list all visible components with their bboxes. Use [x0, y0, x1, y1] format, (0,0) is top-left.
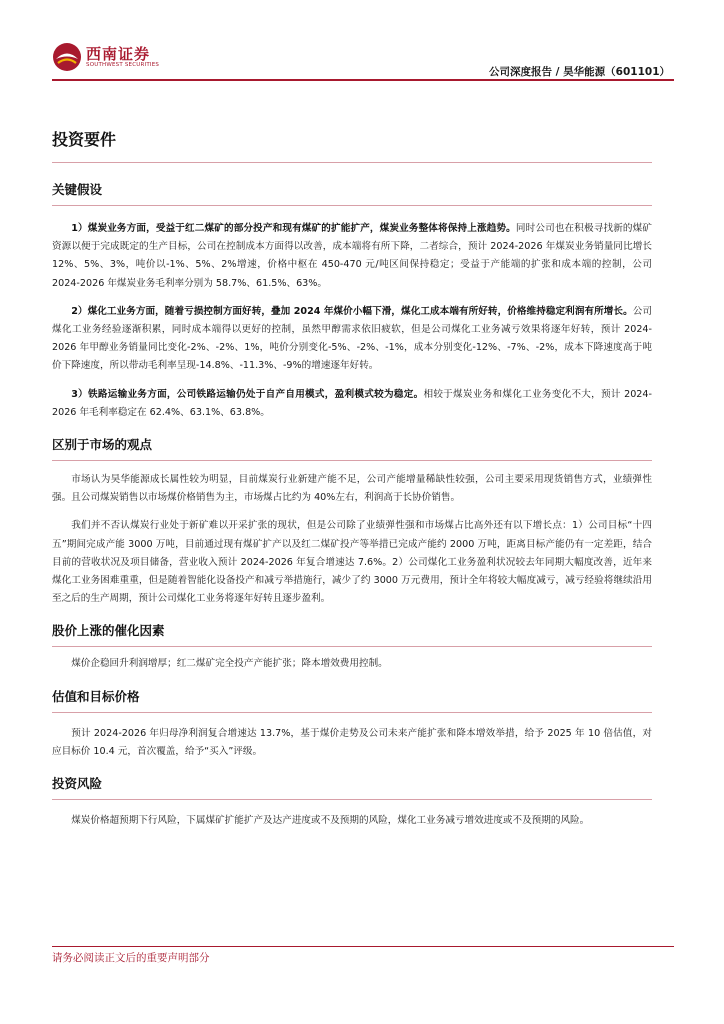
market-view-paragraph-2: 我们并不否认煤炭行业处于新矿难以开采扩张的现状，但是公司除了业绩弹性强和市场煤占比高外还有以下增长点：1）公司目标“十四五”期间完成产能 3000 万吨，目前通过现有煤矿扩产以及红二煤矿投产等举措已完成产能约 2000 万吨，距离目标产能仍有一定差距，结合目前的营收状况及项目储备，营业收入预计 2024-2026 年复合增速达 7.6%。2）公司煤化工业务盈利状况较去年同期大幅度改善，近年来煤化工业务困难重重，但是随着智能化设备投产和减亏举措施行，减少了约 3000 万元费用，预计全年将较大幅度减亏，减亏经验将继续沿用至之后的生产周期，预计公司煤化工业务将逐年好转且逐步盈利。: [52, 520, 652, 605]
title-divider: [52, 162, 652, 163]
footer-divider: [52, 946, 674, 947]
section-divider: [52, 712, 652, 713]
section-valuation: [52, 688, 652, 761]
assumption-chemical-text: 公司煤化工业务经验逐渐积累，同时成本端得以更好的控制，虽然甲醇需求依旧疲软，但是公司煤化工业务减亏效果将逐年好转，预计 2024-2026 年甲醇业务销量同比变化-2%、-2%、1%，吨价分别变化-5%、-2%、-1%，成本分别变化-12%、-7%、-2%，成本下降速度高于吨价下降速度，所以带动毛利率呈现-14.8%、-11.3%、-9%的增速逐年好转。: [52, 305, 652, 372]
risks-paragraph: 煤炭价格超预期下行风险，下属煤矿扩能扩产及达产进度或不及预期的风险，煤化工业务减亏增效进度或不及预期的风险。: [71, 815, 590, 827]
section-catalysts: [52, 622, 652, 673]
section-risks: [52, 775, 652, 830]
section-title: 关键假设: [52, 182, 103, 197]
logo-english-name: SOUTHWEST SECURITIES: [86, 62, 160, 68]
valuation-paragraph: 预计 2024-2026 年归母净利润复合增速达 13.7%，基于煤价走势及公司未来产能扩张和降本增效举措，给予 2025 年 10 倍估值，对应目标价 10.4 元，首次覆盖，给予“买入”评级。: [52, 727, 652, 757]
header-divider: [52, 79, 674, 81]
catalysts-paragraph: 煤价企稳回升利润增厚；红二煤矿完全投产产能扩张；降本增效费用控制。: [71, 658, 388, 670]
section-title: 区别于市场的观点: [52, 437, 153, 453]
section-divider: [52, 460, 652, 461]
section-title: 股价上涨的催化因素: [52, 623, 165, 639]
assumption-coal: [52, 220, 652, 293]
assumption-coal-text: 同时公司也在积极寻找新的煤矿资源以便于完成既定的生产目标，公司在控制成本方面得以改善，成本端将有所下降，二者综合，预计 2024-2026 年煤炭业务销量同比增长 12%、5%、3%，吨价以-1%、5%、2%增速，价格中枢在 450-470 元/吨区间保持稳定；受益于产能端的扩张和成本端的控制，公司 2024-2026 年煤炭业务毛利率分别为 58.7%、61.5%、63%。: [52, 223, 652, 289]
company-logo: [52, 40, 192, 76]
section-divider: [52, 799, 652, 800]
section-title: 投资风险: [52, 776, 103, 792]
logo-chinese-name: 西南证券: [86, 45, 151, 63]
section-key-assumptions: [52, 181, 652, 422]
section-title: 估值和目标价格: [52, 688, 140, 704]
page-title: 投资要件: [52, 130, 117, 149]
assumption-railway-text: 相较于煤炭业务和煤化工业务变化不大，预计 2024-2026 年毛利率稳定在 62.4%、63.1%、63.8%。: [52, 388, 652, 418]
market-view-paragraph-1: 市场认为昊华能源成长属性较为明显，目前煤炭行业新建产能不足，公司产能增量稀缺性较强，公司主要采用现货销售方式，业绩弹性强。且公司煤炭销售以市场煤价格销售为主，市场煤占比约为 40%左右，利润高于长协价销售。: [52, 474, 652, 504]
page-header: [52, 40, 674, 78]
footer-disclaimer: 请务必阅读正文后的重要声明部分: [52, 952, 210, 964]
assumption-chemical-lead: 2）煤化工业务方面，随着亏损控制方面好转，叠加 2024 年煤价小幅下滑，煤化工成本端有所好转，价格维持稳定利润有所增长。: [71, 305, 633, 317]
assumption-railway-lead: 3）铁路运输业务方面，公司铁路运输仍处于自产自用模式，盈利模式较为稳定。: [71, 388, 424, 400]
section-divider: [52, 205, 652, 206]
assumption-coal-lead: 1）煤炭业务方面，受益于红二煤矿的部分投产和现有煤矿的扩能扩产，煤炭业务整体将保持上涨趋势。: [71, 223, 516, 234]
report-info: 公司深度报告 / 昊华能源（601101）: [489, 66, 670, 78]
assumption-railway: [52, 386, 652, 422]
main-content: [52, 128, 652, 830]
section-market-view: [52, 436, 652, 608]
section-divider: [52, 646, 652, 647]
assumption-chemical: [52, 303, 652, 376]
logo-mark-icon: [52, 42, 82, 72]
